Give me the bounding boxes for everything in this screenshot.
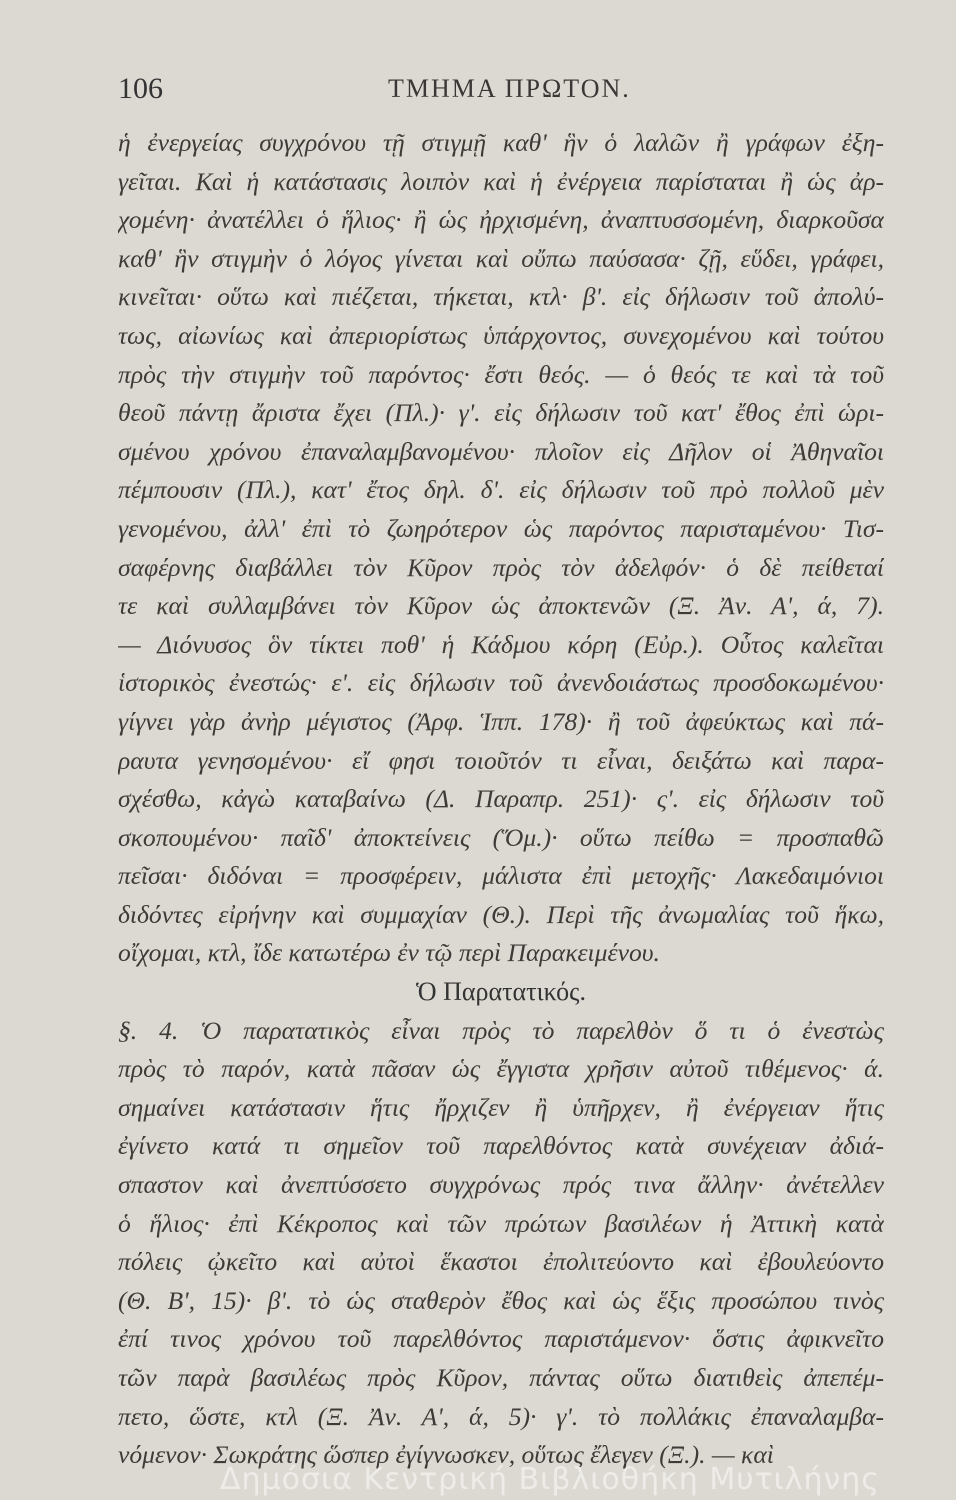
text-line: κινεῖται· οὕτω καὶ πιέζεται, τήκεται, κτλ· β'. εἰς δήλωσιν τοῦ ἀπολύ- [118,282,884,312]
section-heading: Ὁ Παρατατικός. [416,977,586,1007]
text-line: τε καὶ συλλαμβάνει τὸν Κῦρον ὡς ἀποκτενῶν (Ξ. Ἀν. Α', ά, 7). [118,591,884,621]
text-line: πόλεις ᾠκεῖτο καὶ αὐτοὶ ἕκαστοι ἐπολιτεύοντο καὶ ἐβουλεύοντο [118,1247,884,1277]
text-line: πέμπουσιν (Πλ.), κατ' ἔτος δηλ. δ'. εἰς δήλωσιν τοῦ πρὸ πολλοῦ μὲν [118,475,884,505]
text-line: καθ' ἣν στιγμὴν ὁ λόγος γίνεται καὶ οὔπω παύσασα· ζῇ, εὕδει, γράφει, [118,243,884,273]
text-line: διδόντες εἰρήνην καὶ συμμαχίαν (Θ.). Περὶ τῆς ἀνωμαλίας τοῦ ἥκω, [118,899,884,929]
page-number: 106 [118,72,163,105]
text-line: νόμενον· Σωκράτης ὥσπερ ἐγίγνωσκεν, οὕτως ἔλεγεν (Ξ.). — καὶ [118,1440,774,1470]
text-line: σημαίνει κατάστασιν ἥτις ἤρχιζεν ἢ ὑπῆρχεν, ἢ ἐνέργειαν ἥτις [118,1092,884,1122]
text-line: πρὸς τὸ παρόν, κατὰ πᾶσαν ὡς ἔγγιστα χρῆσιν αὐτοῦ τιθέμενος· ά. [118,1054,884,1084]
text-line: γενομένου, ἀλλ' ἐπὶ τὸ ζωηρότερον ὡς παρόντος παρισταμένου· Τισ- [118,513,884,543]
text-line: σκοπουμένου· παῖδ' ἀποκτείνεις (Ὅμ.)· οὕτω πείθω = προσπαθῶ [118,822,884,852]
text-line: σαφέρνης διαβάλλει τὸν Κῦρον πρὸς τὸν ἀδελφόν· ὁ δὲ πείθεταί [118,552,884,582]
text-line: σχέσθω, κἀγὼ καταβαίνω (Δ. Παραπρ. 251)· ς'. εἰς δήλωσιν τοῦ [118,784,884,814]
text-line: ραυτα γενησομένου· εἴ φησι τοιοῦτόν τι εἶναι, δειξάτω καὶ παρα- [118,745,884,775]
paragraph-imperfect-tense [118,1012,884,1475]
text-line: πρὸς τὴν στιγμὴν τοῦ παρόντος· ἔστι θεός. — ὁ θεός τε καὶ τὰ τοῦ [118,359,884,389]
text-line: θεοῦ πάντῃ ἄριστα ἔχει (Πλ.)· γ'. εἰς δήλωσιν τοῦ κατ' ἔθος ἐπὶ ὡρι- [118,398,884,428]
page-header [118,72,858,112]
text-line: — Διόνυσος ὃν τίκτει ποθ' ἡ Κάδμου κόρη (Εὐρ.). Οὗτος καλεῖται [118,629,884,659]
text-line: πεῖσαι· διδόναι = προσφέρειν, μάλιστα ἐπὶ μετοχῆς· Λακεδαιμόνιοι [118,861,884,891]
text-line: χομένη· ἀνατέλλει ὁ ἥλιος· ἢ ὡς ἠρχισμένη, ἀναπτυσσομένη, διαρκοῦσα [118,205,884,235]
text-line: ὁ ἥλιος· ἐπὶ Κέκροπος καὶ τῶν πρώτων βασιλέων ἡ Ἀττικὴ κατὰ [118,1208,884,1238]
text-line: γεῖται. Καὶ ἡ κατάστασις λοιπὸν καὶ ἡ ἐνέργεια παρίσταται ἢ ὡς ἀρ- [118,166,884,196]
text-line: §. 4. Ὁ παρατατικὸς εἶναι πρὸς τὸ παρελθὸν ὅ τι ὁ ἐνεστὼς [118,1015,884,1045]
body-text [118,124,884,1475]
text-line: σμένου χρόνου ἐπαναλαμβανομένου· πλοῖον εἰς Δῆλον οἱ Ἀθηναῖοι [118,436,884,466]
text-line: τῶν παρὰ βασιλέως πρὸς Κῦρον, πάντας οὕτω διατιθεὶς ἀπεπέμ- [118,1363,884,1392]
text-line: ἐγίνετο κατά τι σημεῖον τοῦ παρελθόντος κατὰ συνέχειαν ἀδιά- [118,1131,884,1161]
text-line: οἴχομαι, κτλ, ἴδε κατωτέρω ἐν τῷ περὶ Παρακειμένου. [118,938,660,968]
text-line: ἡ ἐνεργείας συγχρόνου τῇ στιγμῇ καθ' ἣν ὁ λαλῶν ἢ γράφων ἐξη- [118,128,884,157]
text-line: (Θ. Β', 15)· β'. τὸ ὡς σταθερὸν ἔθος καὶ ὡς ἕξις προσώπου τινὸς [118,1285,884,1315]
running-title: ΤΜΗΜΑ ΠΡΩΤΟΝ. [388,74,631,103]
text-line: πετο, ὥστε, κτλ (Ξ. Ἀν. Α', ά, 5)· γ'. τὸ πολλάκις ἐπαναλαμβα- [118,1401,884,1431]
text-line: ἐπί τινος χρόνου τοῦ παρελθόντος παριστάμενον· ὅστις ἀφικνεῖτο [118,1324,884,1354]
text-line: σπαστον καὶ ἀνεπτύσσετο συγχρόνως πρός τινα ἄλλην· ἀνέτελλεν [118,1170,884,1200]
text-line: τως, αἰωνίως καὶ ἀπεριορίστως ὑπάρχοντος, συνεχομένου καὶ τούτου [118,320,884,350]
text-line: ἱστορικὸς ἐνεστώς· ε'. εἰς δήλωσιν τοῦ ἀνενδοιάστως προσδοκωμένου· [118,668,884,698]
library-watermark: Δημόσια Κεντρική Βιβλιοθήκη Μυτιλήνης [220,1462,880,1497]
text-line: γίγνει γὰρ ἀνὴρ μέγιστος (Ἀρφ. Ἱππ. 178)· ἢ τοῦ ἀφεύκτως καὶ πά- [118,706,884,736]
paragraph-present-tense [118,124,884,973]
